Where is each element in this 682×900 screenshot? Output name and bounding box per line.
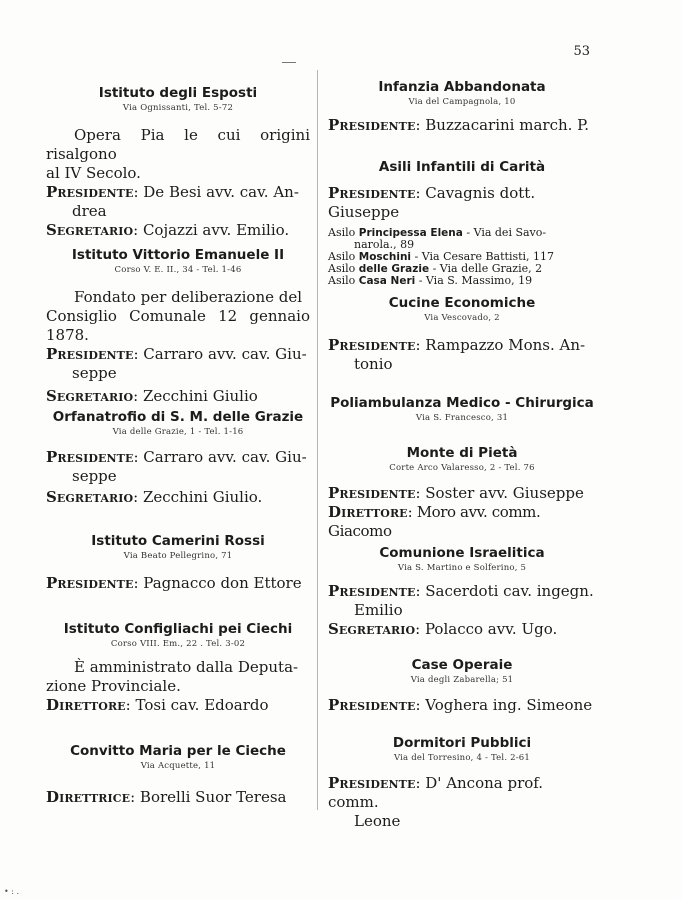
role-row-presidente: Presidente: De Besi avv. cav. An-	[46, 183, 299, 201]
entry-title: Asili Infantili di Carità	[378, 159, 546, 175]
entry-cucine-economiche	[328, 294, 596, 374]
entry-orfanatrofio	[46, 408, 310, 507]
entry-address: Corso V. E. II., 34 - Tel. 1-46	[114, 265, 242, 275]
role-row-presidente: Presidente: Carraro avv. cav. Giu-	[46, 345, 307, 363]
entry-description-cont: al IV Secolo.	[46, 164, 141, 182]
entry-address: Via Vescovado, 2	[424, 313, 500, 323]
role-row-direttrice: Direttrice: Borelli Suor Teresa	[46, 788, 287, 806]
entry-title: Istituto Configliachi pei Ciechi	[63, 621, 293, 637]
entry-address: Via S. Martino e Solferino, 5	[397, 563, 527, 573]
role-row-direttore: Direttore: Tosi cav. Edoardo	[46, 696, 269, 714]
asilo-item-cont: narola., 89	[354, 238, 415, 251]
entry-title: Convitto Maria per le Cieche	[70, 743, 286, 759]
role-row-presidente: Presidente: Soster avv. Giuseppe	[328, 484, 584, 502]
asilo-item: Asilo delle Grazie - Via delle Grazie, 2	[328, 262, 543, 275]
entry-address: Via del Campagnola, 10	[408, 97, 516, 107]
entry-infanzia-abbandonata	[328, 78, 596, 135]
entry-address: Via delle Grazie, 1 - Tel. 1-16	[112, 427, 244, 437]
entry-istituto-esposti	[46, 84, 310, 240]
role-row-presidente: Presidente: Pagnacco don Ettore	[46, 574, 302, 592]
corner-mark: • : .	[4, 887, 20, 896]
role-row-segretario: Segretario: Polacco avv. Ugo.	[328, 620, 558, 638]
entry-address: Via Acquette, 11	[140, 761, 216, 771]
role-row-segretario: Segretario: Zecchini Giulio	[46, 387, 258, 405]
entry-title: Comunione Israelitica	[379, 545, 545, 561]
role-row-presidente: Presidente: Cavagnis dott. Giuseppe	[328, 184, 536, 221]
entry-address: Via Beato Pellegrino, 71	[123, 551, 233, 561]
role-row-presidente: Presidente: D' Ancona prof. comm.	[328, 774, 544, 811]
asili-list	[328, 227, 596, 287]
entry-description-cont: Consiglio Comunale 12 gennaio 1878.	[46, 307, 310, 344]
entry-asili-infantili	[328, 158, 596, 287]
role-row-cont: Leone	[354, 812, 401, 830]
entry-description: Fondato per deliberazione del	[74, 288, 303, 306]
role-row-cont: drea	[72, 202, 107, 220]
role-row-presidente: Presidente: Rampazzo Mons. An-	[328, 336, 586, 354]
entry-title: Istituto Camerini Rossi	[91, 533, 265, 549]
entry-title: Orfanatrofio di S. M. delle Grazie	[52, 409, 304, 425]
entry-title: Istituto degli Esposti	[98, 85, 258, 101]
entry-istituto-configliachi	[46, 620, 310, 715]
entry-address: Via Ognissanti, Tel. 5-72	[122, 103, 234, 113]
entry-convitto-maria	[46, 742, 310, 807]
entry-dormitori-pubblici	[328, 734, 596, 831]
entry-monte-di-pieta	[328, 444, 596, 541]
entry-address: Via S. Francesco, 31	[415, 413, 509, 423]
entry-description-cont: zione Provinciale.	[46, 677, 181, 695]
top-rule-mark	[282, 62, 296, 63]
entry-title: Dormitori Pubblici	[392, 735, 532, 751]
entry-title: Poliambulanza Medico - Chirurgica	[330, 395, 594, 411]
entry-address: Via del Torresino, 4 - Tel. 2-61	[393, 753, 531, 763]
asilo-item: Asilo Casa Neri - Via S. Massimo, 19	[328, 274, 533, 287]
role-row-presidente: Presidente: Voghera ing. Simeone	[328, 696, 593, 714]
entry-title: Case Operaie	[411, 657, 513, 673]
entry-istituto-vittorio-emanuele	[46, 246, 310, 406]
role-row-cont: Emilio	[354, 601, 403, 619]
role-row-cont: tonio	[354, 355, 393, 373]
entry-title: Cucine Economiche	[388, 295, 536, 311]
role-row-direttore: Direttore: Moro avv. comm. Giacomo	[328, 503, 541, 540]
role-row-presidente: Presidente: Sacerdoti cav. ingegn.	[328, 582, 594, 600]
entry-title: Istituto Vittorio Emanuele II	[71, 247, 285, 263]
column-divider	[317, 70, 318, 810]
entry-poliambulanza	[328, 394, 596, 424]
entry-title: Monte di Pietà	[406, 445, 518, 461]
entry-case-operaie	[328, 656, 596, 715]
asilo-item: Asilo Principessa Elena - Via dei Savo-	[328, 226, 547, 239]
role-row-presidente: Presidente: Carraro avv. cav. Giu-	[46, 448, 307, 466]
asilo-item: Asilo Moschini - Via Cesare Battisti, 117	[328, 250, 555, 263]
entry-istituto-camerini-rossi	[46, 532, 310, 593]
entry-comunione-israelitica	[328, 544, 596, 639]
role-row-segretario: Segretario: Zecchini Giulio.	[46, 488, 263, 506]
entry-description: È amministrato dalla Deputa-	[74, 658, 299, 676]
entry-title: Infanzia Abbandonata	[378, 79, 546, 95]
role-row-cont: seppe	[72, 364, 117, 382]
entry-address: Via degli Zabarella; 51	[410, 675, 514, 685]
role-row-presidente: Presidente: Buzzacarini march. P.	[328, 116, 590, 134]
role-row-cont: seppe	[72, 467, 117, 485]
page-number: 53	[573, 44, 590, 59]
entry-address: Corte Arco Valaresso, 2 - Tel. 76	[389, 463, 535, 473]
role-row-segretario: Segretario: Cojazzi avv. Emilio.	[46, 221, 290, 239]
entry-description: Opera Pia le cui origini risalgono	[46, 126, 310, 163]
entry-address: Corso VIII. Em., 22 . Tel. 3-02	[110, 639, 246, 649]
